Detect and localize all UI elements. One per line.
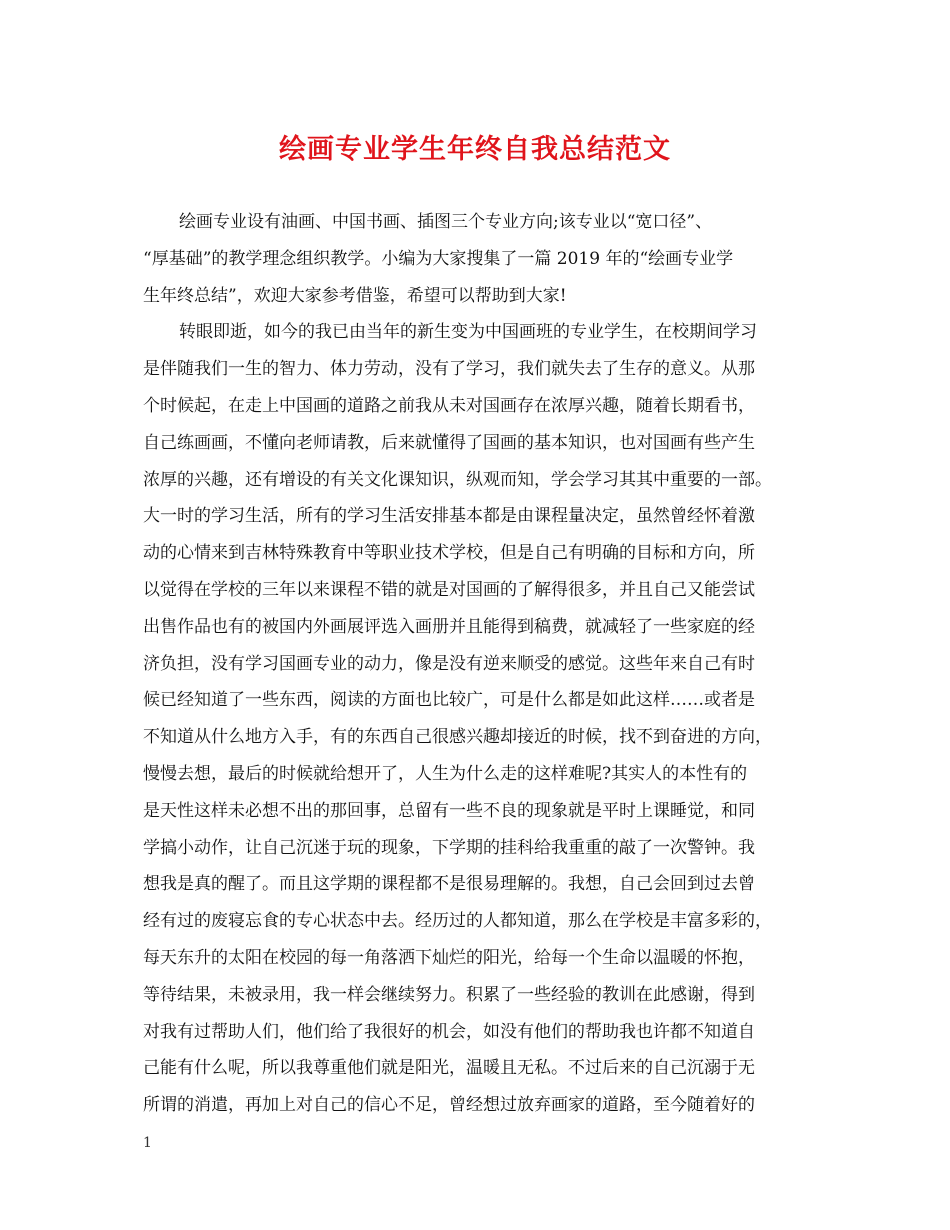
text-line: 所谓的消遣，再加上对自己的信心不足，曾经想过放弃画家的道路，至今随着好的 xyxy=(143,1095,755,1116)
text-line: 转眼即逝，如今的我已由当年的新生变为中国画班的专业学生，在校期间学习 xyxy=(179,322,757,343)
text-line: 不知道从什么地方入手，有的东西自己很感兴趣却接近的时候，找不到奋进的方向， xyxy=(143,727,772,748)
text-line: 济负担，没有学习国画专业的动力，像是没有逆来顺受的感觉。这些年来自己有时 xyxy=(143,653,755,674)
text-line: 浓厚的兴趣，还有增设的有关文化课知识，纵观而知，学会学习其其中重要的一部。 xyxy=(143,469,772,490)
text-line: 学搞小动作，让自己沉迷于玩的现象，下学期的挂科给我重重的敲了一次警钟。我 xyxy=(143,837,755,858)
document-title: 绘画专业学生年终自我总结范文 xyxy=(279,134,671,165)
text-line: 大一时的学习生活，所有的学习生活安排基本都是由课程量决定，虽然曾经怀着激 xyxy=(143,506,755,527)
text-line: 以觉得在学校的三年以来课程不错的就是对国画的了解得很多，并且自己又能尝试 xyxy=(143,579,755,600)
text-line: 动的心情来到吉林特殊教育中等职业技术学校，但是自己有明确的目标和方向，所 xyxy=(143,543,755,564)
text-line: 绘画专业设有油画、中国书画、插图三个专业方向;该专业以“宽口径”、 xyxy=(179,212,713,232)
text-line: 候已经知道了一些东西，阅读的方面也比较广，可是什么都是如此这样……或者是 xyxy=(143,690,755,711)
text-line: 出售作品也有的被国内外画展评选入画册并且能得到稿费，就减轻了一些家庭的经 xyxy=(143,616,755,637)
text-line: 自己练画画，不懂向老师请教，后来就懂得了国画的基本知识，也对国画有些产生 xyxy=(143,432,755,453)
text-line: “厚基础”的教学理念组织教学。小编为大家搜集了一篇 2019 年的“绘画专业学 xyxy=(143,248,734,269)
text-line: 想我是真的醒了。而且这学期的课程都不是很易理解的。我想，自己会回到过去曾 xyxy=(143,874,755,895)
text-line: 个时候起，在走上中国画的道路之前我从未对国画存在浓厚兴趣，随着长期看书， xyxy=(143,395,755,416)
text-line: 是伴随我们一生的智力、体力劳动，没有了学习，我们就失去了生存的意义。从那 xyxy=(143,359,755,380)
text-line: 每天东升的太阳在校园的每一角落洒下灿烂的阳光，给每一个生命以温暖的怀抱， xyxy=(143,947,755,968)
text-line: 生年终总结”，欢迎大家参考借鉴，希望可以帮助到大家! xyxy=(143,285,567,306)
text-line: 是天性这样未必想不出的那回事，总留有一些不良的现象就是平时上课睡觉，和同 xyxy=(143,800,755,821)
page-number: 1 xyxy=(143,1135,152,1151)
text-line: 慢慢去想，最后的时候就给想开了，人生为什么走的这样难呢?其实人的本性有的 xyxy=(143,763,748,784)
document-body xyxy=(143,204,813,1124)
text-line: 对我有过帮助人们，他们给了我很好的机会，如没有他们的帮助我也许都不知道自 xyxy=(143,1021,755,1042)
text-line: 经有过的废寝忘食的专心状态中去。经历过的人都知道，那么在学校是丰富多彩的， xyxy=(143,911,772,932)
text-line: 等待结果，未被录用，我一样会继续努力。积累了一些经验的教训在此感谢，得到 xyxy=(143,984,755,1005)
text-line: 己能有什么呢，所以我尊重他们就是阳光，温暖且无私。不过后来的自己沉溺于无 xyxy=(143,1058,755,1079)
